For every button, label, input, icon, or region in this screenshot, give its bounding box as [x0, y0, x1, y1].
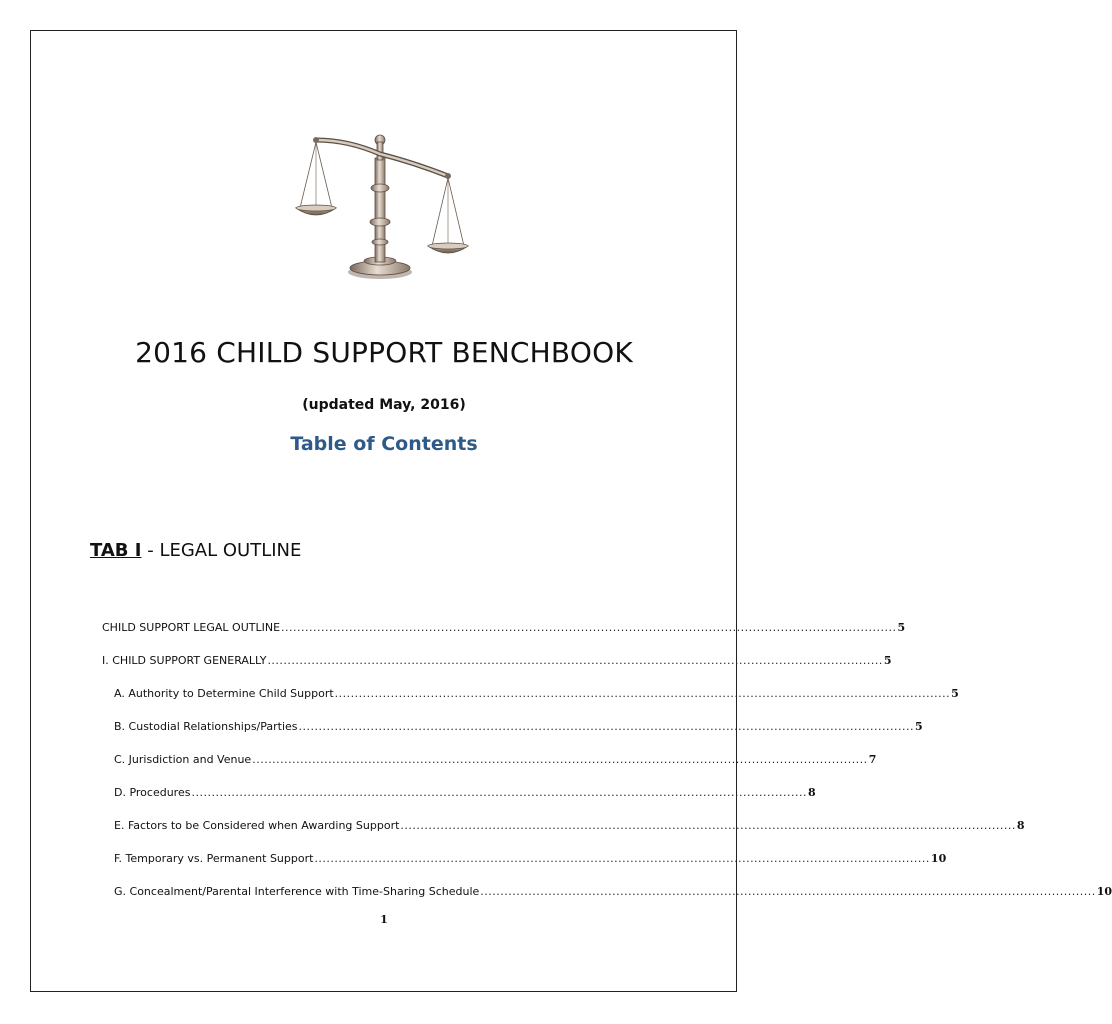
toc-leader: ..........................................................................................................................................................	[334, 687, 951, 700]
toc-entry-text: CHILD SUPPORT LEGAL OUTLINE	[102, 621, 281, 634]
page-number: 1	[380, 913, 388, 926]
toc-leader: ..........................................................................................................................................................	[314, 852, 930, 865]
toc-entry-text: I. CHILD SUPPORT GENERALLY	[102, 654, 267, 667]
toc-entry[interactable]	[114, 786, 816, 802]
toc-entry[interactable]	[114, 753, 877, 769]
toc-entry-text: E. Factors to be Considered when Awarding Support	[114, 819, 400, 832]
document-subtitle: (updated May, 2016)	[302, 397, 466, 413]
toc-entry[interactable]	[114, 720, 923, 736]
toc-leader: ..........................................................................................................................................................	[298, 720, 915, 733]
tab-heading	[90, 540, 301, 561]
toc-entry-text: D. Procedures	[114, 786, 191, 799]
toc-heading: Table of Contents	[290, 433, 478, 455]
toc-entry[interactable]	[102, 654, 892, 670]
document-title: 2016 CHILD SUPPORT BENCHBOOK	[135, 336, 633, 369]
toc-leader: ..........................................................................................................................................................	[400, 819, 1016, 832]
toc-entry[interactable]	[114, 819, 1025, 835]
toc-page-number: 5	[951, 687, 959, 700]
toc-page-number: 7	[868, 753, 877, 766]
scales-of-justice-icon	[288, 118, 478, 308]
toc-page-number: 8	[1016, 819, 1025, 832]
toc-entry-text: C. Jurisdiction and Venue	[114, 753, 252, 766]
toc-entry[interactable]	[102, 621, 906, 637]
toc-entry-text: B. Custodial Relationships/Parties	[114, 720, 298, 733]
toc-leader: ..........................................................................................................................................................	[252, 753, 868, 766]
toc-leader: ..........................................................................................................................................................	[281, 621, 897, 634]
toc-entry-text: F. Temporary vs. Permanent Support	[114, 852, 314, 865]
toc-entry[interactable]	[114, 687, 959, 703]
toc-entry[interactable]	[114, 852, 947, 868]
toc-page-number: 10	[930, 852, 947, 865]
tab-title: - LEGAL OUTLINE	[141, 540, 302, 561]
toc-page-number: 5	[897, 621, 906, 634]
toc-leader: ..........................................................................................................................................................	[191, 786, 807, 799]
toc-leader: ..........................................................................................................................................................	[267, 654, 883, 667]
toc-leader: ..........................................................................................................................................................	[480, 885, 1096, 898]
toc-page-number: 5	[915, 720, 923, 733]
toc-entry-text: A. Authority to Determine Child Support	[114, 687, 334, 700]
toc-page-number: 5	[883, 654, 892, 667]
toc-page-number: 10	[1096, 885, 1112, 898]
toc-entry[interactable]	[114, 885, 1112, 901]
toc-page-number: 8	[807, 786, 816, 799]
tab-label: TAB I	[90, 540, 142, 561]
toc-entry-text: G. Concealment/Parental Interference with Time-Sharing Schedule	[114, 885, 480, 898]
